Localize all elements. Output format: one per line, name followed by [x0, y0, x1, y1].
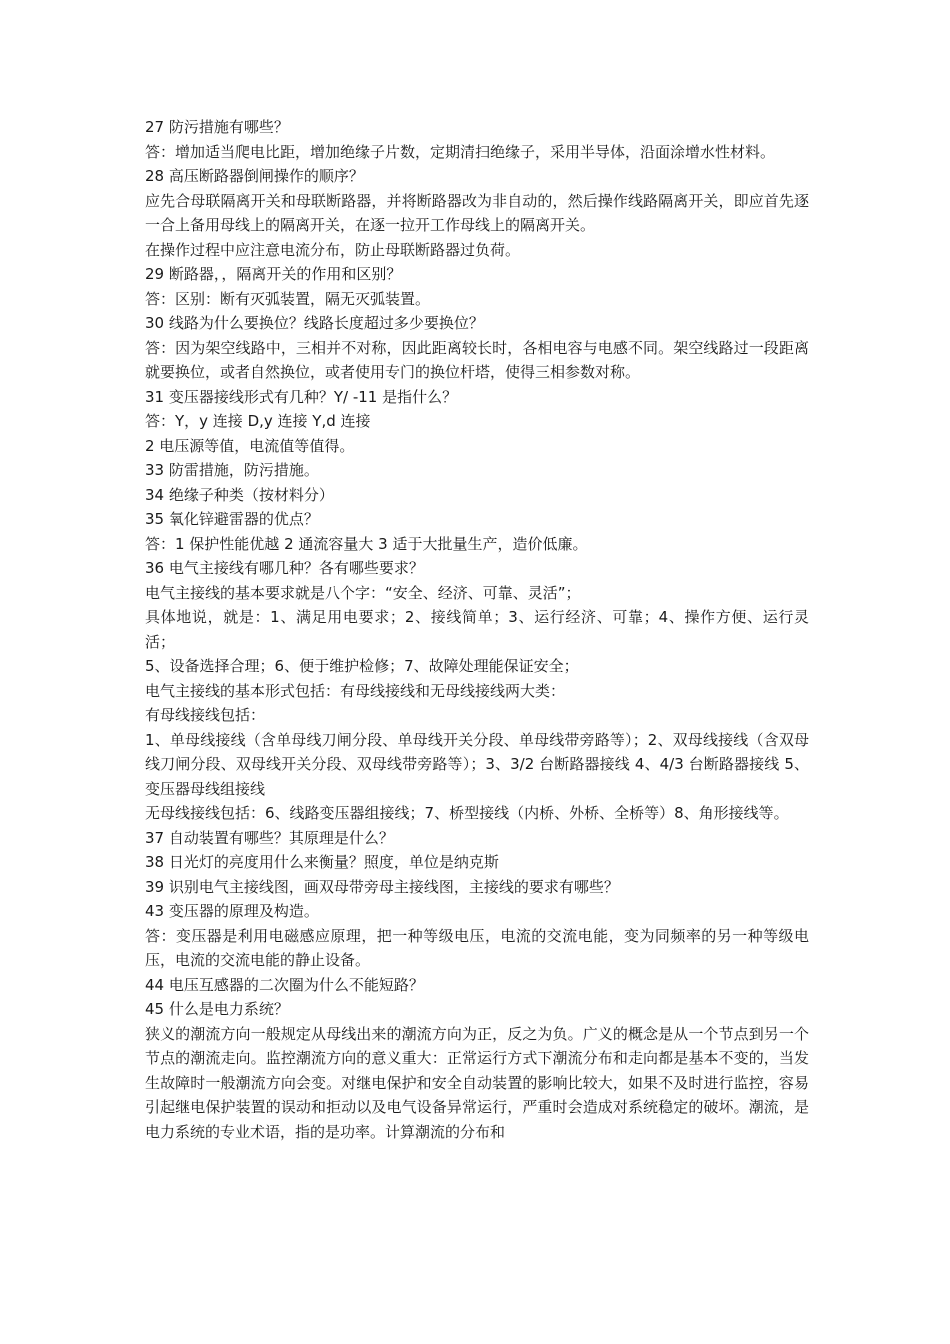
- answer-36-requirement: 电气主接线的基本要求就是八个字：“安全、经济、可靠、灵活”；: [145, 583, 581, 602]
- answer-45: 狭义的潮流方向一般规定从母线出来的潮流方向为正，反之为负。广义的概念是从一个节点到另一个节点的潮流走向。监控潮流方向的意义重大：正常运行方式下潮流分布和走向都是基本不变的，当发生故障时一般潮流方向会变。对继电保护和安全自动装置的影响比较大，如果不及时进行监控，容易引起继电保护装置的误动和拒动以及电气设备异常运行，严重时会造成对系统稳定的破坏。潮流，是电力系统的专业术语，指的是功率。计算潮流的分布和: [145, 1024, 809, 1141]
- answer-31: 答：Y，y 连接 D,y 连接 Y,d 连接: [145, 412, 371, 430]
- question-30: 30 线路为什么要换位？线路长度超过多少要换位？: [145, 314, 484, 332]
- question-31: 31 变压器接线形式有几种？Y/ -11 是指什么？: [145, 387, 458, 406]
- question-27: 27 防污措施有哪些？: [145, 118, 289, 136]
- question-38: 38 日光灯的亮度用什么来衡量？照度，单位是纳克斯: [145, 853, 499, 871]
- question-28: 28 高压断路器倒闸操作的顺序？: [145, 167, 364, 185]
- question-33: 33 防雷措施，防污措施。: [145, 461, 319, 479]
- answer-27: 答：增加适当爬电比距，增加绝缘子片数，定期清扫绝缘子，采用半导体，沿面涂增水性材料。: [145, 142, 776, 161]
- question-34: 34 绝缘子种类（按材料分）: [145, 485, 334, 504]
- question-29: 29 断路器，，隔离开关的作用和区别？: [145, 265, 402, 283]
- answer-43: 答：变压器是利用电磁感应原理，把一种等级电压，电流的交流电能，变为同频率的另一种等级电压，电流的交流电能的静止设备。: [145, 926, 809, 969]
- document-body: [145, 115, 809, 1144]
- question-35: 35 氧化锌避雷器的优点？: [145, 510, 319, 528]
- answer-36-detail-1: 具体地说，就是：1、满足用电要求；2、接线简单；3、运行经济、可靠；4、操作方便、运行灵活；: [145, 608, 809, 651]
- answer-28: 应先合母联隔离开关和母联断路器，并将断路器改为非自动的，然后操作线路隔离开关，即应首先逐一合上备用母线上的隔离开关，在逐一拉开工作母线上的隔离开关。: [145, 191, 809, 234]
- answer-31-note: 2 电压源等值，电流值等值得。: [145, 436, 355, 455]
- answer-36-with-bus-heading: 有母线接线包括：: [145, 706, 266, 724]
- question-36: 36 电气主接线有哪几种？各有哪些要求？: [145, 559, 424, 577]
- question-39: 39 识别电气主接线图，画双母带旁母主接线图，主接线的要求有哪些？: [145, 877, 619, 896]
- question-43: 43 变压器的原理及构造。: [145, 902, 319, 920]
- answer-36-without-bus-list: 无母线接线包括：6、线路变压器组接线；7、桥型接线（内桥、外桥、全桥等）8、角形接线等。: [145, 804, 789, 822]
- question-45: 45 什么是电力系统？: [145, 1000, 289, 1018]
- answer-36-with-bus-list: 1、单母线接线（含单母线刀闸分段、单母线开关分段、单母线带旁路等）；2、双母线接线（含双母线刀闸分段、双母线开关分段、双母线带旁路等）；3、3/2 台断路器接线 4、4/3 台断路器接线 5、变压器母线组接线: [145, 730, 809, 798]
- answer-30: 答：因为架空线路中，三相并不对称，因此距离较长时，各相电容与电感不同。架空线路过一段距离就要换位，或者自然换位，或者使用专门的换位杆塔，使得三相参数对称。: [145, 338, 809, 381]
- question-37: 37 自动装置有哪些？其原理是什么？: [145, 828, 394, 847]
- answer-36-detail-2: 5、设备选择合理；6、便于维护检修；7、故障处理能保证安全；: [145, 657, 579, 675]
- answer-36-forms: 电气主接线的基本形式包括：有母线接线和无母线接线两大类：: [145, 681, 566, 700]
- answer-35: 答：1 保护性能优越 2 通流容量大 3 适于大批量生产，造价低廉。: [145, 534, 588, 553]
- answer-28-note: 在操作过程中应注意电流分布，防止母联断路器过负荷。: [145, 240, 521, 259]
- answer-29: 答：区别：断有灭弧装置，隔无灭弧装置。: [145, 289, 431, 308]
- question-44: 44 电压互感器的二次圈为什么不能短路？: [145, 975, 424, 994]
